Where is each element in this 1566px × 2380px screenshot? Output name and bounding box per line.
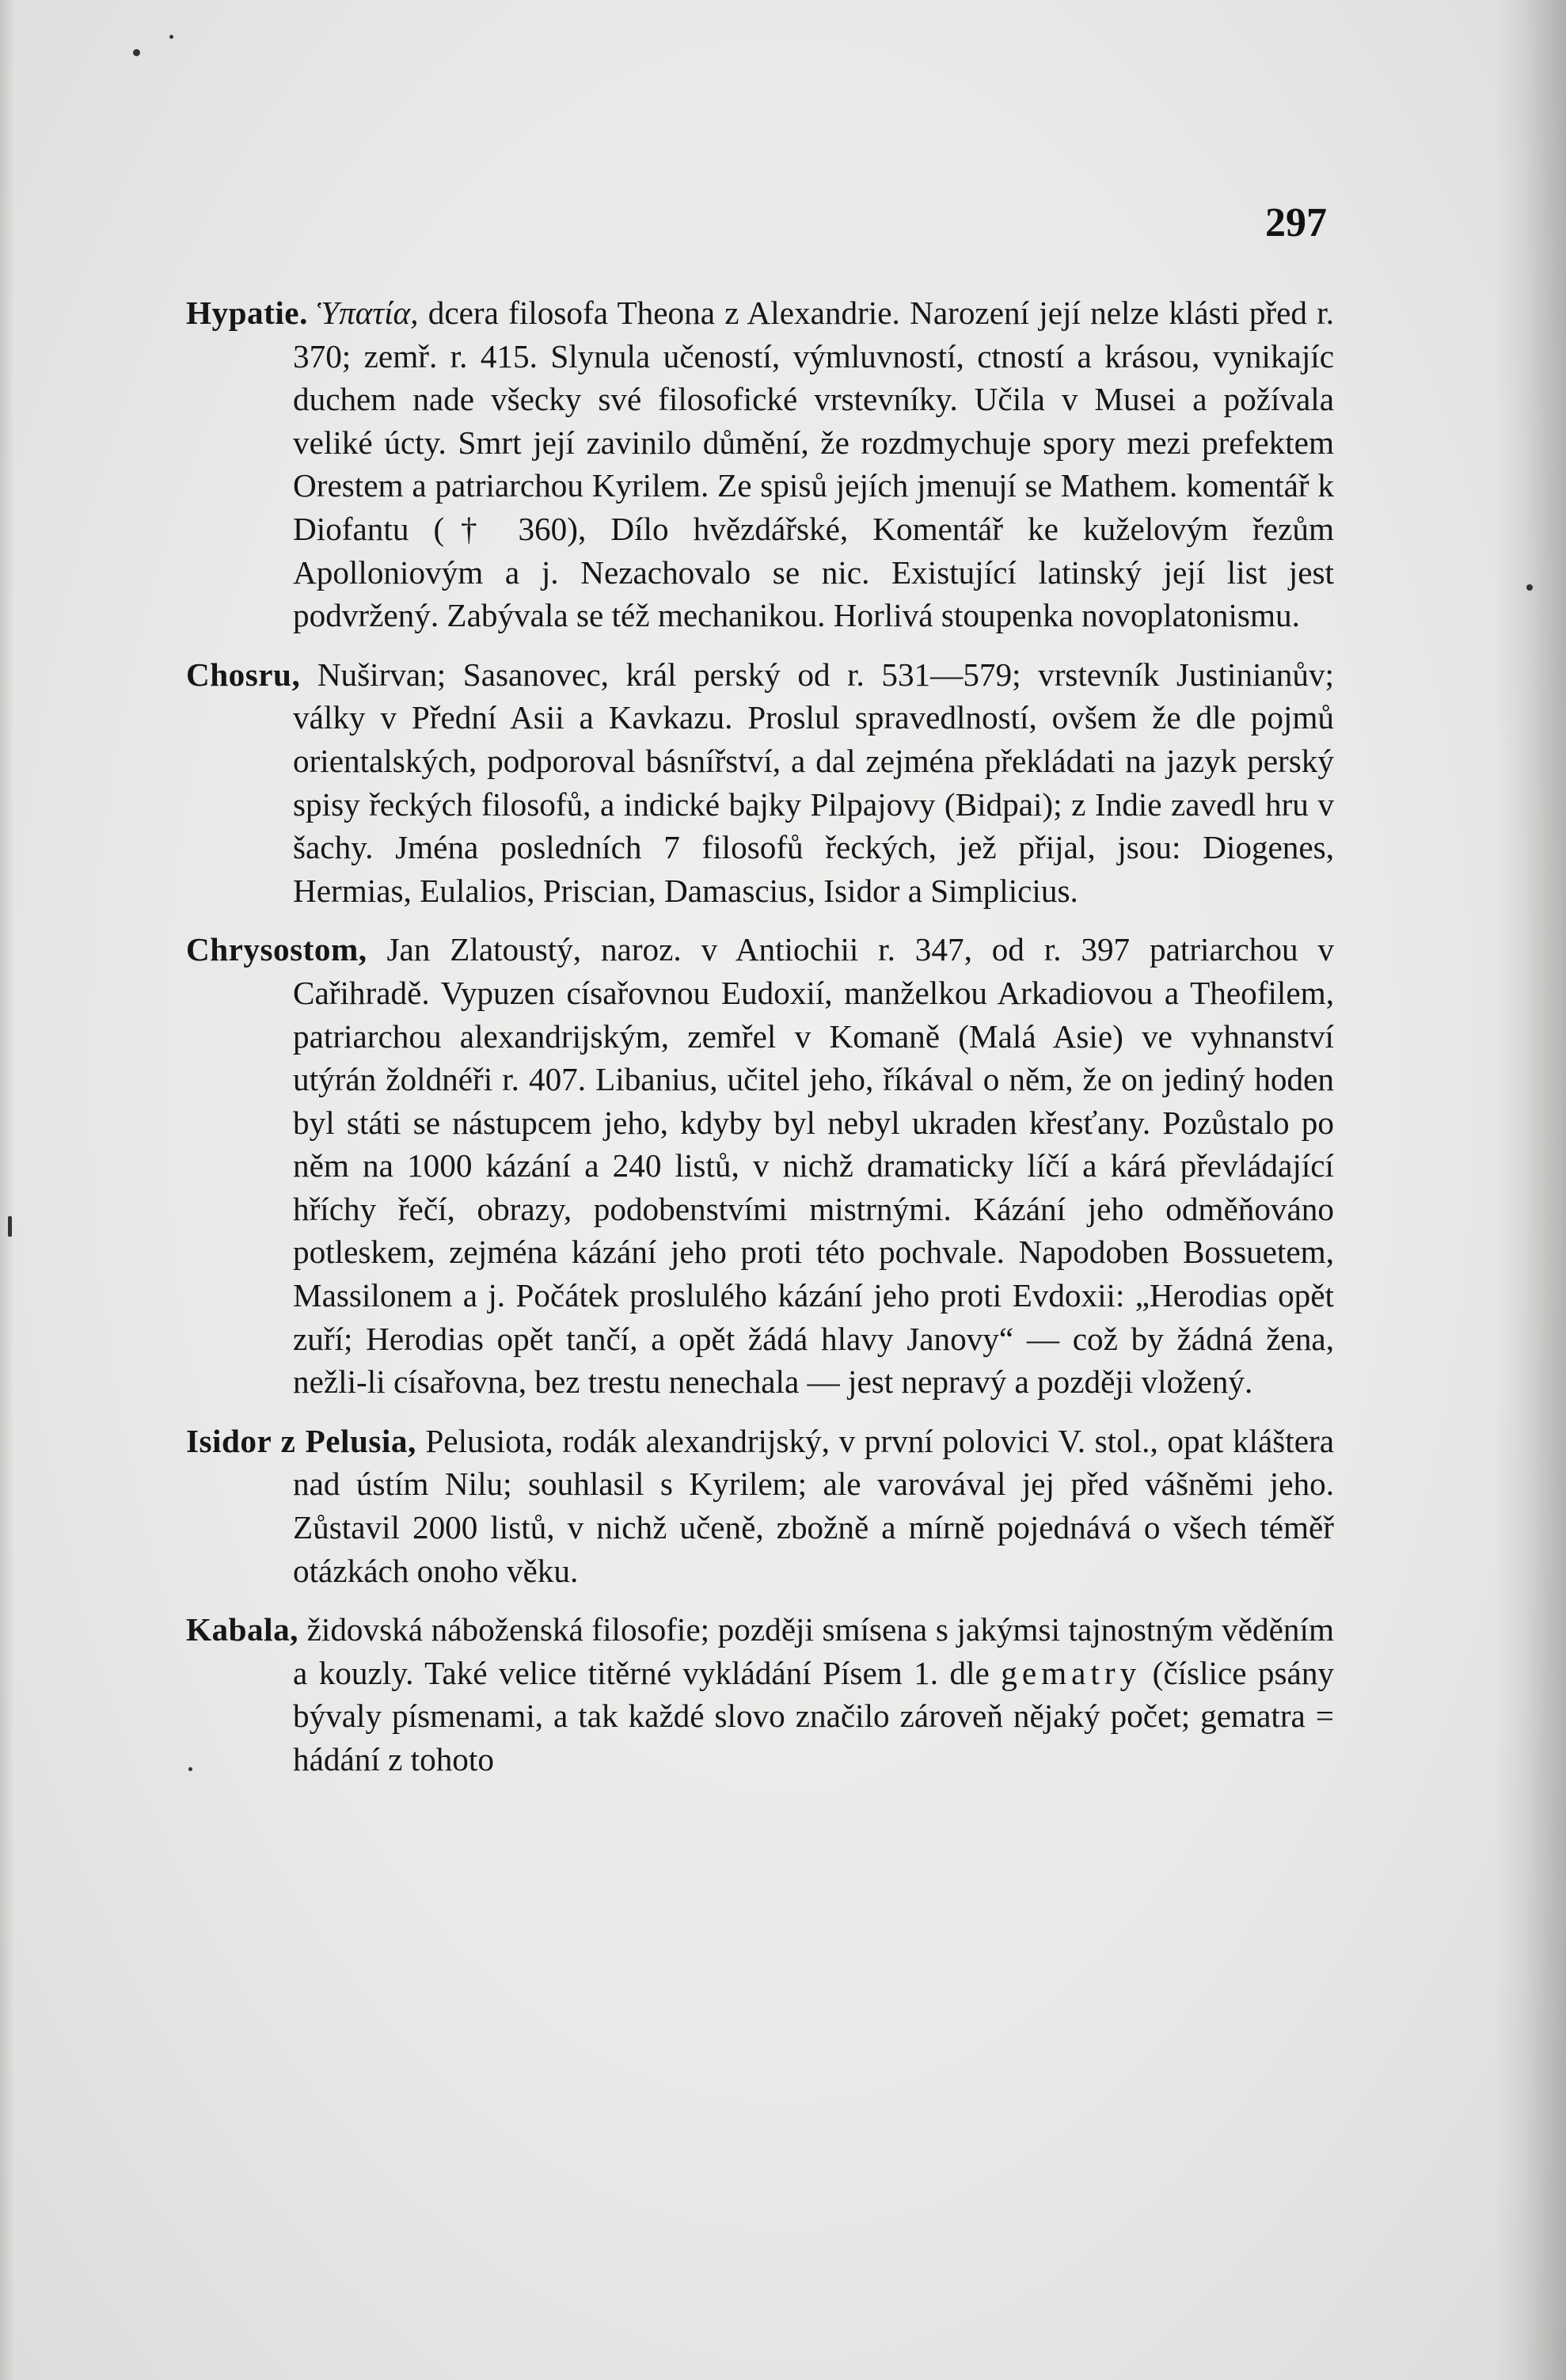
scan-speck xyxy=(1526,584,1533,591)
entry-headword: Isidor z Pelusia, xyxy=(186,1422,416,1459)
entry-chrysostom xyxy=(186,928,1334,1404)
scan-speck xyxy=(133,49,140,56)
entry-kabala xyxy=(186,1608,1334,1781)
entry-body: dcera filosofa Theona z Alexandrie. Narození její nelze klásti před r. 370; zemř. r. 415. Slynula učeností, výmluvností, ctností a krásou, vynikajíc duchem nade všecky své filosofické vrstevníky. Učila v Musei a požívala veliké úcty. Smrt její zavinilo důmění, že rozdmychuje spory mezi prefektem Orestem a patriarchou Kyrilem. Ze spisů jejích jmenují se Mathem. komentář k Diofantu († 360), Dílo hvězdářské, Komentář ke kuželovým řezům Apolloniovým a j. Nezachovalo se nic. Existující latinský její list jest podvržený. Zabývala se též mechanikou. Horlivá stoupenka novoplatonismu. xyxy=(293,295,1335,634)
entry-headword: Chrysostom, xyxy=(186,931,367,968)
entry-headword: Chosru, xyxy=(186,656,301,693)
page-shadow-left xyxy=(0,0,14,2380)
scan-speck xyxy=(169,35,173,39)
spaced-term: gematry xyxy=(1001,1654,1142,1691)
entry-body: Nuširvan; Sasanovec, král perský od r. 531—579; vrstevník Justinianův; války v Přední Asii a Kavkazu. Proslul spravedlností, ovšem že dle pojmů orientalských, podporoval básnířství, a dal zejména překládati na jazyk perský spisy řeckých filosofů, a indické bajky Pilpajovy (Bidpai); z Indie zavedl hru v šachy. Jména posledních 7 filosofů řeckých, jež přijal, jsou: Diogenes, Hermias, Eulalios, Priscian, Damascius, Isidor a Simplicius. xyxy=(293,656,1335,909)
dictionary-text xyxy=(186,291,1334,1797)
entry-body: Pelusiota, rodák alexandrijský, v první polovici V. stol., opat kláštera nad ústím Nilu; souhlasil s Kyrilem; ale varovával jej před vášněmi jeho. Zůstavil 2000 listů, v nichž učeně, zbožně a mírně pojednává o všech téměř otázkách onoho věku. xyxy=(293,1422,1334,1589)
entry-headword: Hypatie. xyxy=(186,295,308,331)
entry-hypatie xyxy=(186,291,1334,637)
entry-headword: Kabala, xyxy=(186,1611,298,1648)
page-number: 297 xyxy=(1265,200,1327,245)
entry-body: židovská náboženská filosofie; později smísena s jakýmsi tajnostným věděním a kouzly. Také velice titěrné vykládání Písem 1. dle xyxy=(293,1611,1335,1691)
entry-chosru xyxy=(186,653,1334,913)
scan-speck xyxy=(8,1216,12,1237)
entry-body: Jan Zlatoustý, naroz. v Antiochii r. 347, od r. 397 patriarchou v Cařihradě. Vypuzen císařovnou Eudoxií, manželkou Arkadiovou a Theofilem, patriarchou alexandrijským, zemřel v Komaně (Malá Asie) ve vyhnanství utýrán žoldnéři r. 407. Libanius, učitel jeho, říkával o něm, že on jediný hoden byl státi se nástupcem jeho, kdyby byl nebyl ukraden křesťany. Pozůstalo po něm na 1000 kázání a 240 listů, v nichž dramaticky líčí a kárá převládající hříchy řečí, obrazy, podobenstvími mistrnými. Kázání jeho odměňováno potleskem, zejména kázání jeho proti této pochvale. Napodoben Bossuetem, Massilonem a j. Počátek proslulého kázání jeho proti Evdoxii: „Herodias opět zuří; Herodias opět tančí, a opět žádá hlavy Janovy“ — což by žádná žena, nežli-li císařovna, bez trestu nenechala — jest nepravý a později vložený. xyxy=(293,931,1334,1401)
page-shadow-right xyxy=(1495,0,1566,2380)
entry-isidor xyxy=(186,1420,1334,1592)
entry-body-continued: (číslice psány bývaly písmenami, a tak každé slovo značilo zároveň nějaký počet; gematra = hádání z tohoto xyxy=(293,1654,1335,1777)
greek-name: Ὑπατία, xyxy=(317,295,419,331)
